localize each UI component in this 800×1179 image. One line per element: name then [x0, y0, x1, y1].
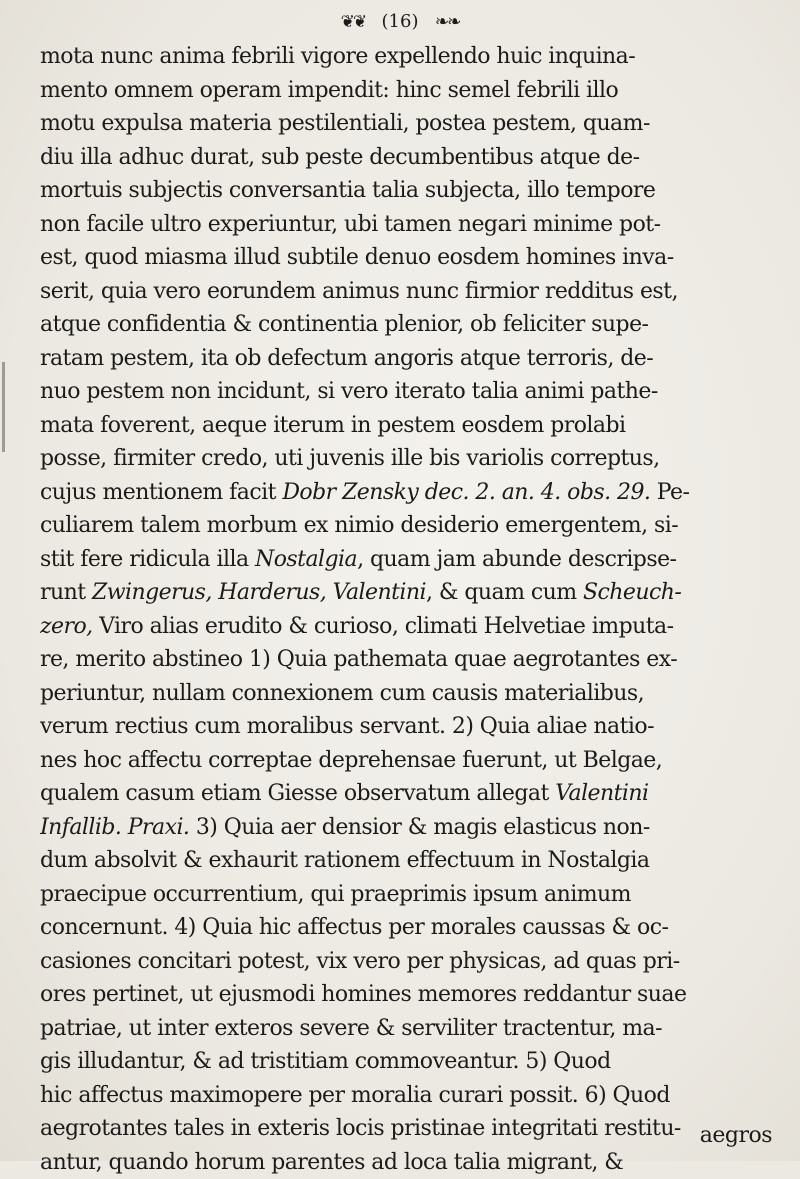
text-span: motu expulsa materia pestilentiali, postea pestem, quam-: [40, 111, 650, 136]
text-span: concernunt. 4) Quia hic affectus per morales caussas & oc-: [40, 915, 668, 940]
text-line: [40, 241, 790, 275]
text-span: stit fere ridicula illa: [40, 547, 255, 572]
text-span: gis illudantur, & ad tristitiam commoveantur. 5) Quod: [40, 1049, 611, 1074]
italic-span: zero,: [40, 614, 93, 639]
text-span: dum absolvit & exhaurit rationem effectuum in Nostalgia: [40, 848, 649, 873]
text-span: ores pertinet, ut ejusmodi homines memores reddantur suae: [40, 982, 686, 1007]
text-line: [40, 141, 790, 175]
text-span: antur, quando horum parentes ad loca talia migrant, &: [40, 1150, 623, 1175]
ornament-left-icon: ❦❦: [341, 8, 366, 36]
text-line: [40, 208, 790, 242]
italic-span: Scheuch-: [583, 580, 681, 605]
text-span: re, merito abstineo 1) Quia pathemata quae aegrotantes ex-: [40, 647, 677, 672]
ornament-right-icon: ❧❧: [435, 8, 460, 36]
text-span: diu illa adhuc durat, sub peste decumbentibus atque de-: [40, 145, 640, 170]
text-line: [40, 409, 790, 443]
text-span: cujus mentionem facit: [40, 480, 282, 505]
text-span: est, quod miasma illud subtile denuo eosdem homines inva-: [40, 245, 674, 270]
text-line: [40, 107, 790, 141]
italic-span: Infallib. Praxi.: [40, 815, 189, 840]
text-span: aegrotantes tales in exteris locis pristinae integritati restitu-: [40, 1116, 681, 1141]
text-span: ratam pestem, ita ob defectum angoris atque terroris, de-: [40, 346, 653, 371]
text-line: [40, 576, 790, 610]
margin-mark: [2, 362, 5, 452]
text-span: patriae, ut inter exteros severe & serviliter tractentur, ma-: [40, 1016, 662, 1041]
text-line: [40, 174, 790, 208]
text-span: culiarem talem morbum ex nimio desiderio emergentem, si-: [40, 513, 678, 538]
text-line: [40, 308, 790, 342]
text-line: [40, 811, 790, 845]
text-span: Pe-: [650, 480, 689, 505]
text-line: [40, 375, 790, 409]
text-span: praecipue occurrentium, qui praeprimis ipsum animum: [40, 882, 631, 907]
text-line: [40, 945, 790, 979]
text-line: [40, 710, 790, 744]
text-span: periuntur, nullam connexionem cum causis materialibus,: [40, 681, 644, 706]
text-line: [40, 442, 790, 476]
text-line: [40, 476, 790, 510]
text-line: [40, 844, 790, 878]
page-number: (16): [382, 8, 419, 36]
italic-span: Nostalgia: [255, 547, 357, 572]
running-header: [0, 6, 800, 34]
text-line: [40, 643, 790, 677]
text-line: [40, 275, 790, 309]
text-span: serit, quia vero eorundem animus nunc firmior redditus est,: [40, 279, 678, 304]
text-line: [40, 610, 790, 644]
body-text: [40, 40, 790, 1179]
text-span: hic affectus maximopere per moralia curari possit. 6) Quod: [40, 1083, 670, 1108]
catchword: aegros: [700, 1123, 772, 1148]
text-span: verum rectius cum moralibus servant. 2) Quia aliae natio-: [40, 714, 654, 739]
text-span: nes hoc affectu correptae deprehensae fuerunt, ut Belgae,: [40, 748, 662, 773]
text-span: mota nunc anima febrili vigore expellendo huic inquina-: [40, 44, 635, 69]
italic-span: Dobr Zensky dec. 2. an. 4. obs. 29.: [282, 480, 650, 505]
italic-span: Valentini: [555, 781, 648, 806]
text-span: 3) Quia aer densior & magis elasticus non-: [189, 815, 649, 840]
text-span: posse, firmiter credo, uti juvenis ille bis variolis correptus,: [40, 446, 660, 471]
text-span: nuo pestem non incidunt, si vero iterato talia animi pathe-: [40, 379, 658, 404]
text-line: [40, 911, 790, 945]
text-line: [40, 1146, 790, 1179]
text-span: mortuis subjectis conversantia talia subjecta, illo tempore: [40, 178, 655, 203]
text-line: [40, 74, 790, 108]
text-span: mata foverent, aeque iterum in pestem eosdem prolabi: [40, 413, 625, 438]
text-line: [40, 1112, 790, 1146]
text-span: , quam jam abunde descripse-: [357, 547, 676, 572]
text-line: [40, 342, 790, 376]
text-span: Viro alias erudito & curioso, climati Helvetiae imputa-: [93, 614, 674, 639]
text-span: mento omnem operam impendit: hinc semel febrili illo: [40, 78, 618, 103]
text-line: [40, 878, 790, 912]
text-span: non facile ultro experiuntur, ubi tamen negari minime pot-: [40, 212, 660, 237]
text-line: [40, 40, 790, 74]
text-line: [40, 1012, 790, 1046]
text-span: casiones concitari potest, vix vero per physicas, ad quas pri-: [40, 949, 680, 974]
text-span: atque confidentia & continentia plenior, ob feliciter supe-: [40, 312, 648, 337]
text-line: [40, 509, 790, 543]
text-line: [40, 777, 790, 811]
text-line: [40, 677, 790, 711]
text-line: [40, 543, 790, 577]
text-span: runt: [40, 580, 92, 605]
text-line: [40, 978, 790, 1012]
text-line: [40, 1079, 790, 1113]
text-line: [40, 1045, 790, 1079]
text-span: , & quam cum: [426, 580, 583, 605]
text-span: qualem casum etiam Giesse observatum allegat: [40, 781, 555, 806]
italic-span: Zwingerus, Harderus, Valentini: [92, 580, 426, 605]
text-line: [40, 744, 790, 778]
